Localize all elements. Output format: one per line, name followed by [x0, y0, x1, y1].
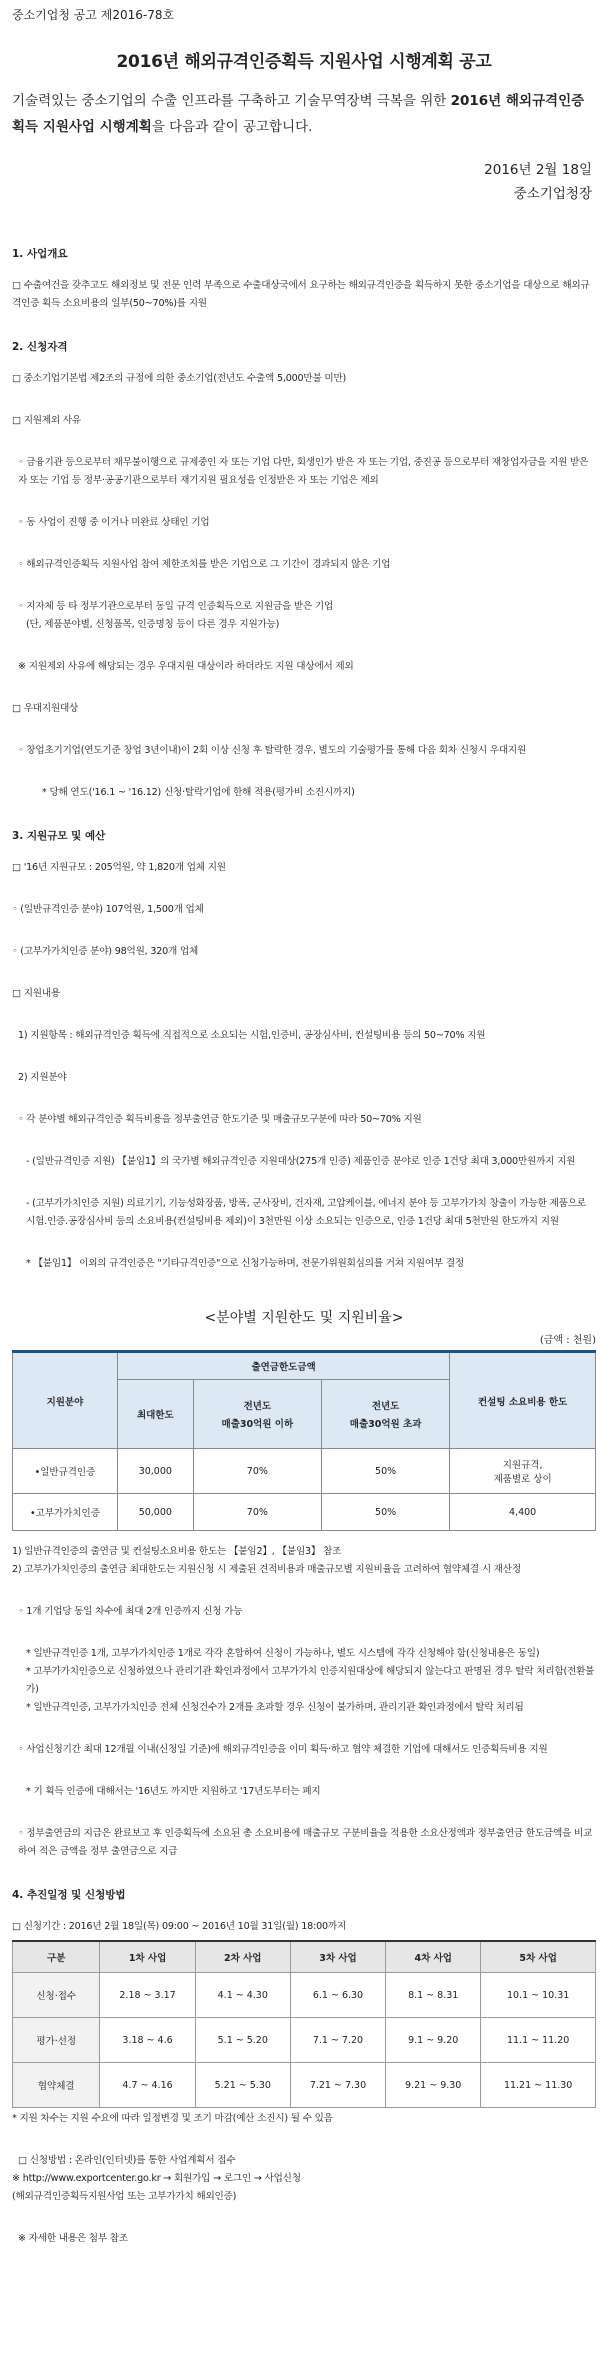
- s4-item: □ 신청기간 : 2016년 2월 18일(목) 09:00 ~ 2016년 10월 31일(월) 18:00까지: [12, 1921, 347, 1932]
- th-group: 출연금한도금액: [117, 1352, 449, 1380]
- schedule-cell: 3.18 ~ 4.6: [100, 2018, 195, 2063]
- s3b-item: ◦ 1개 기업당 동일 차수에 최대 2개 인증까지 신청 가능: [18, 1606, 243, 1617]
- s2-item: □ 중소기업기본법 제2조의 규정에 의한 중소기업(전년도 수출액 5,000만불 미만): [12, 373, 347, 384]
- cell-field: •일반규격인증: [13, 1449, 118, 1494]
- s3b-item: ◦ 정부출연금의 지급은 완료보고 후 인증획득에 소요된 총 소요비용에 매출규모 구분비율을 적용한 소요산정액과 정부출연금 한도금액을 비교하여 적은 금액을 정부 출연금으로 지급: [18, 1828, 593, 1857]
- schedule-cell: 10.1 ~ 10.31: [481, 1973, 596, 2018]
- s2-item: ◦ 해외규격인증획득 지원사업 참여 제한조치를 받은 기업으로 그 기간이 경과되지 않은 기업: [18, 559, 391, 570]
- th-under: [193, 1380, 321, 1449]
- s3-item: □ '16년 지원규모 : 205억원, 약 1,820개 업체 지원: [12, 862, 226, 873]
- notice-document: [0, 6, 610, 2248]
- s2-item: ◦ 지자체 등 타 정부기관으로부터 동일 규격 인증획득으로 지원금을 받은 기업: [18, 601, 334, 612]
- th-under-line1: 전년도: [243, 1401, 272, 1412]
- notice-number: 중소기업청 공고 제2016-78호: [12, 8, 175, 22]
- schedule-th: 1차 사업: [100, 1941, 195, 1973]
- th-consult: 컨설팅 소요비용 한도: [450, 1352, 596, 1449]
- schedule-cell: 4.1 ~ 4.30: [195, 1973, 290, 2018]
- schedule-row-label: 평가·선정: [13, 2018, 100, 2063]
- schedule-cell: 8.1 ~ 8.31: [386, 1973, 481, 2018]
- schedule-table: [12, 1940, 596, 2108]
- schedule-cell: 5.1 ~ 5.20: [195, 2018, 290, 2063]
- th-over: [321, 1380, 449, 1449]
- section-1-text: □ 수출여건을 갖추고도 해외정보 및 전문 인력 부족으로 수출대상국에서 요구하는 해외규격인증을 획득하지 못한 중소기업을 대상으로 해외규격인증 획득 소요비용의 일부(50~70%)를 지원: [12, 280, 590, 309]
- intro-paragraph: [12, 88, 596, 140]
- s2-item: (단, 제품분야별, 신청품목, 인증명칭 등이 다른 경우 지원가능): [26, 619, 280, 630]
- schedule-th: 2차 사업: [195, 1941, 290, 1973]
- schedule-cell: 11.1 ~ 11.20: [481, 2018, 596, 2063]
- cell-consult-line2: 제품별로 상이: [493, 1474, 552, 1485]
- schedule-cell: 11.21 ~ 11.30: [481, 2063, 596, 2108]
- support-limit-table: [12, 1350, 596, 1531]
- signature-block: [12, 158, 592, 206]
- s3-item: - (일반규격인증 지원) 【붙임1】의 국가별 해외규격인증 지원대상(275개 인증) 제품인증 분야로 인증 1건당 최대 3,000만원까지 지원: [26, 1156, 576, 1167]
- schedule-row: [13, 1973, 596, 2018]
- s4-item: (해외규격인증획득지원사업 또는 고부가가치 해외인증): [12, 2191, 237, 2202]
- s4-item: ※ 자세한 내용은 첨부 참조: [18, 2233, 128, 2244]
- schedule-cell: 7.21 ~ 7.30: [290, 2063, 385, 2108]
- table-row: [13, 1449, 596, 1494]
- cell-consult-line1: 지원규격,: [502, 1460, 543, 1471]
- schedule-header-row: [13, 1941, 596, 1973]
- cell-max: 30,000: [117, 1449, 193, 1494]
- cell-over: 50%: [321, 1449, 449, 1494]
- cell-field: •고부가가치인증: [13, 1494, 118, 1531]
- schedule-cell: 4.7 ~ 4.16: [100, 2063, 195, 2108]
- schedule-cell: 6.1 ~ 6.30: [290, 1973, 385, 2018]
- th-max: 최대한도: [117, 1380, 193, 1449]
- s2-item: □ 우대지원대상: [12, 703, 79, 714]
- cell-consult: 4,400: [450, 1494, 596, 1531]
- cell-consult: [450, 1449, 596, 1494]
- schedule-th: 5차 사업: [481, 1941, 596, 1973]
- s3b-item: * 일반규격인증 1개, 고부가가치인증 1개로 각각 혼합하여 신청이 가능하나, 별도 시스템에 각각 신청해야 함(신청내용은 동일): [26, 1648, 540, 1659]
- intro-bold: 2016년 해외규격인증획득 지원사업 시행계획: [12, 93, 585, 135]
- cell-under: 70%: [193, 1449, 321, 1494]
- th-field: 지원분야: [13, 1352, 118, 1449]
- issuer: 중소기업청장: [513, 186, 592, 202]
- s3b-item: 2) 고부가가치인증의 출연금 최대한도는 지원신청 시 제출된 견적비용과 매출규모별 지원비율을 고려하여 협약체결 시 재산정: [12, 1564, 521, 1575]
- table-header-row: [13, 1352, 596, 1380]
- schedule-cell: 5.21 ~ 5.30: [195, 2063, 290, 2108]
- schedule-row-label: 신청·접수: [13, 1973, 100, 2018]
- schedule-th: 4차 사업: [386, 1941, 481, 1973]
- s2-item: □ 지원제외 사유: [12, 415, 81, 426]
- schedule-th: 구분: [13, 1941, 100, 1973]
- s3b-item: * 고부가가치인증으로 신청하였으나 관리기관 확인과정에서 고부가가치 인증지원대상에 해당되지 않는다고 판명된 경우 탈락 처리함(전환불가): [26, 1666, 595, 1695]
- cell-over: 50%: [321, 1494, 449, 1531]
- s3-item: * 【붙임1】 이외의 규격인증은 "기타규격인증"으로 신청가능하며, 전문가위원회심의를 거쳐 지원여부 결정: [26, 1258, 464, 1269]
- notice-date: 2016년 2월 18일: [484, 162, 592, 178]
- s3b-item: * 일반규격인증, 고부가가치인증 전체 신청건수가 2개를 초과할 경우 신청이 불가하며, 관리기관 확인과정에서 탈락 처리됨: [26, 1702, 524, 1713]
- s3b-item: ◦ 사업신청기간 최대 12개월 이내(신청일 기준)에 해외규격인증을 이미 획득·하고 협약 체결한 기업에 대해서도 인증획득비용 지원: [18, 1744, 548, 1755]
- section-2-title: 2. 신청자격: [12, 341, 68, 353]
- schedule-cell: 2.18 ~ 3.17: [100, 1973, 195, 2018]
- s4-item: □ 신청방법 : 온라인(인터넷)를 통한 사업계획서 접수: [18, 2155, 236, 2166]
- s2-item: ◦ 금융기관 등으로부터 채무불이행으로 규제중인 자 또는 기업 다만, 회생인가 받은 자 또는 기업, 중진공 등으로부터 재창업자금을 지원 받은 자 또는 기업 등 정부·공공기관으로부터 재기지원 필요성을 인정받은 자 또는 기업은 제외: [18, 457, 589, 486]
- cell-max: 50,000: [117, 1494, 193, 1531]
- cell-under: 70%: [193, 1494, 321, 1531]
- s3-item: 1) 지원항목 : 해외규격인증 획득에 직접적으로 소요되는 시험,인증비, 공장심사비, 컨설팅비용 등의 50~70% 지원: [18, 1030, 486, 1041]
- schedule-row-label: 협약체결: [13, 2063, 100, 2108]
- intro-text-2: 을 다음과 같이 공고합니다.: [151, 119, 313, 135]
- section-1-title: 1. 사업개요: [12, 248, 68, 260]
- intro-text-1: 기술력있는 중소기업의 수출 인프라를 구축하고 기술무역장벽 극복을 위한: [12, 93, 451, 109]
- schedule-th: 3차 사업: [290, 1941, 385, 1973]
- schedule-row: [13, 2018, 596, 2063]
- schedule-note: * 지원 차수는 지원 수요에 따라 일정변경 및 조기 마감(예산 소진시) 될 수 있음: [12, 2113, 333, 2124]
- s3b-item: 1) 일반규격인증의 출연금 및 컨설팅소요비용 한도는 【붙임2】, 【붙임3】 참조: [12, 1546, 342, 1557]
- title-rest: 년 해외규격인증획득 지원사업 시행계획 공고: [162, 52, 492, 72]
- s2-item: * 당해 연도('16.1 ~ '16.12) 신청·탈락기업에 한해 적용(평가비 소진시까지): [42, 787, 355, 798]
- table-1-title: <분야별 지원한도 및 지원비율>: [204, 1310, 404, 1326]
- th-under-line2: 매출30억원 이하: [221, 1419, 294, 1430]
- s3-item: - (고부가가치인증 지원) 의료기기, 기능성화장품, 방폭, 군사장비, 건자재, 고압케이블, 에너지 분야 등 고부가가치 창출이 가능한 제품으로 시험.인증.공장심사비 등의 소요비용(컨설팅비용 제외)이 3천만원 이상 소요되는 인증으로, 인증 1건당 최대 5천만원 한도까지 지원: [26, 1198, 586, 1227]
- s3-item: ◦ 각 분야별 해외규격인증 획득비용을 정부출연금 한도기준 및 매출규모구분에 따라 50~70% 지원: [18, 1114, 422, 1125]
- schedule-cell: 9.21 ~ 9.30: [386, 2063, 481, 2108]
- schedule-row: [13, 2063, 596, 2108]
- th-over-line2: 매출30억원 초과: [349, 1419, 422, 1430]
- s4-item: ※ http://www.exportcenter.go.kr → 회원가입 → 로그인 → 사업신청: [12, 2173, 301, 2184]
- s3-item: 2) 지원분야: [18, 1072, 67, 1083]
- th-over-line1: 전년도: [371, 1401, 400, 1412]
- s3-item: ◦ (고부가가치인증 분야) 98억원, 320개 업체: [12, 946, 199, 957]
- table-1-unit: (금액 : 천원): [539, 1335, 596, 1346]
- s2-item: ◦ 창업초기기업(연도기준 창업 3년이내)이 2회 이상 신청 후 탈락한 경우, 별도의 기술평가를 통해 다음 회차 신청시 우대지원: [18, 745, 527, 756]
- title-year: 2016: [116, 52, 163, 72]
- s2-item: ※ 지원제외 사유에 해당되는 경우 우대지원 대상이라 하더라도 지원 대상에서 제외: [18, 661, 354, 672]
- s3b-item: * 기 획득 인증에 대해서는 '16년도 까지만 지원하고 '17년도부터는 폐지: [26, 1786, 321, 1797]
- s3-item: □ 지원내용: [12, 988, 60, 999]
- section-4-title: 4. 추진일정 및 신청방법: [12, 1889, 126, 1901]
- s2-item: ◦ 동 사업이 진행 중 이거나 미완료 상태인 기업: [18, 517, 210, 528]
- section-3-title: 3. 지원규모 및 예산: [12, 830, 106, 842]
- table-row: [13, 1494, 596, 1531]
- page-title: [12, 47, 596, 72]
- s3-item: ◦ (일반규격인증 분야) 107억원, 1,500개 업체: [12, 904, 204, 915]
- schedule-cell: 9.1 ~ 9.20: [386, 2018, 481, 2063]
- schedule-cell: 7.1 ~ 7.20: [290, 2018, 385, 2063]
